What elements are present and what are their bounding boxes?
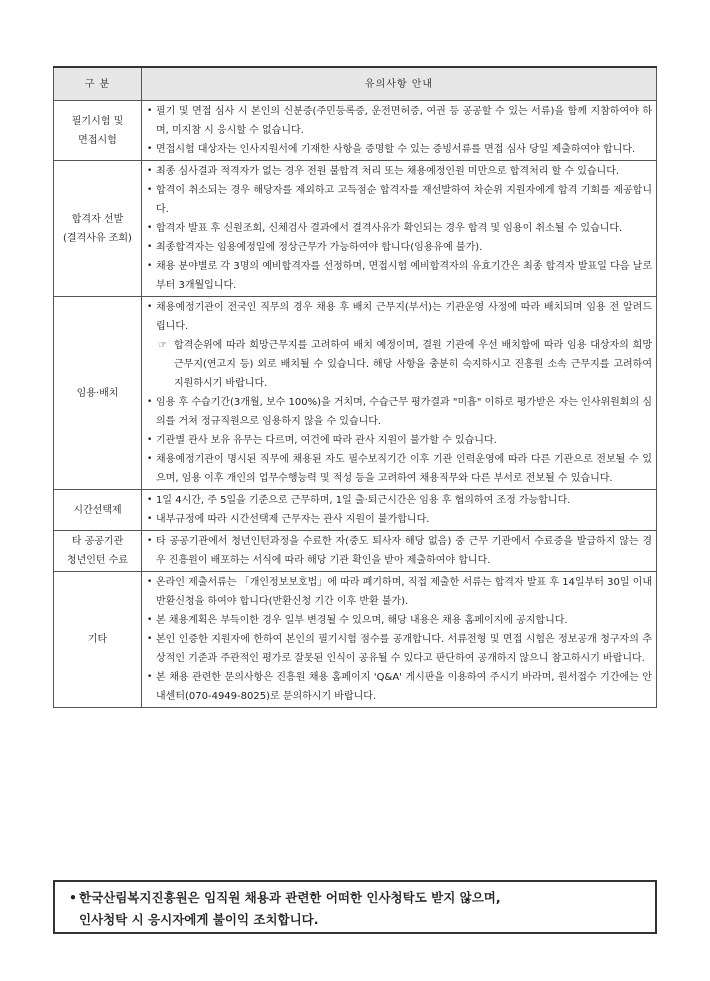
row-content — [142, 297, 657, 490]
row-content — [142, 531, 657, 572]
list-item: • 최종합격자는 임용예정일에 정상근무가 가능하여야 합니다(임용유예 불가). — [146, 238, 652, 257]
list-item: • 본 채용계획은 부득이한 경우 일부 변경될 수 있으며, 해당 내용은 채용 홈페이지에 공지합니다. — [146, 611, 652, 630]
table-row — [54, 572, 657, 708]
list-item: • 채용 분야별로 각 3명의 예비합격자를 선정하며, 면접시험 예비합격자의 유효기간은 최종 합격자 발표일 다음 날로부터 3개월입니다. — [146, 257, 652, 295]
list-item: • 온라인 제출서류는 「개인정보보호법」에 따라 폐기하며, 직접 제출한 서류는 합격자 발표 후 14일부터 30일 이내 반환신청을 하여야 합니다(반환신청 기간 이후 반환 불가). — [146, 573, 652, 611]
row-category: 타 공공기관 청년인턴 수료 — [54, 531, 142, 572]
list-item: • 기관별 관사 보유 유무는 다르며, 여건에 따라 관사 지원이 불가할 수 있습니다. — [146, 431, 652, 450]
row-category: 임용·배치 — [54, 297, 142, 490]
row-content — [142, 101, 657, 161]
pointing-hand-icon: ☞ — [158, 340, 167, 351]
list-item: • 필기 및 면접 심사 시 본인의 신분증(주민등록증, 운전면허증, 여권 등 공공할 수 있는 서류)을 함께 지참하여야 하며, 미지참 시 응시할 수 없습니다. — [146, 102, 652, 140]
list-item: • 타 공공기관에서 청년인턴과정을 수료한 자(중도 퇴사자 해당 없음) 중 근무 기관에서 수료증을 발급하지 않는 경우 진흥원이 배포하는 서식에 따라 해당 기관 확인을 받아 제출하여야 합니다. — [146, 532, 652, 570]
list-item: • 면접시험 대상자는 인사지원서에 기재한 사항을 증명할 수 있는 증빙서류를 면접 심사 당일 제출하여야 합니다. — [146, 140, 652, 159]
notice-line-2: 인사청탁 시 응시자에게 불이익 조치합니다. — [79, 912, 319, 927]
table-row — [54, 490, 657, 531]
list-item: • 내부규정에 따라 시간선택제 근무자는 관사 지원이 불가합니다. — [146, 510, 652, 529]
sub-list-item — [146, 336, 652, 393]
list-item: • 본 채용 관련한 문의사항은 진흥원 채용 홈페이지 'Q&A' 게시판을 이용하여 주시기 바라며, 원서접수 기간에는 안내센터(070-4949-8025)로 문의하시기 바랍니다. — [146, 668, 652, 706]
list-item: • 합격이 취소되는 경우 해당자를 제외하고 고득점순 합격자를 재선발하여 차순위 지원자에게 합격 기회를 제공합니다. — [146, 181, 652, 219]
table-header-row — [54, 67, 657, 101]
list-item: • 본인 인증한 지원자에 한하여 본인의 필기시험 점수를 공개합니다. 서류전형 및 면접 시험은 정보공개 청구자의 추상적인 기준과 주관적인 평가로 잘못된 인식이 공유될 수 있다고 판단하여 공개하지 않으니 참고하시기 바랍니다. — [146, 630, 652, 668]
table-row — [54, 297, 657, 490]
header-notice: 유의사항 안내 — [142, 67, 657, 101]
list-item: • 채용예정기관이 명시된 직무에 채용된 자도 필수보직기간 이후 기관 인력운영에 따라 다른 기관으로 전보될 수 있으며, 임용 이후 개인의 업무수행능력 및 적성 등을 고려하여 채용직무와 다른 부서로 전보될 수 있습니다. — [146, 450, 652, 488]
notice-line-1: • 한국산림복지진흥원은 임직원 채용과 관련한 어떠한 인사청탁도 받지 않으며, — [69, 887, 645, 909]
list-item: • 임용 후 수습기간(3개월, 보수 100%)을 거치며, 수습근무 평가결과 "미흡" 이하로 평가받은 자는 인사위원회의 심의를 거쳐 정규직원으로 임용하지 않을 수 있습니다. — [146, 393, 652, 431]
row-category: 시간선택제 — [54, 490, 142, 531]
anti-solicitation-notice — [53, 880, 657, 934]
row-category: 필기시험 및 면접시험 — [54, 101, 142, 161]
header-category: 구 분 — [54, 67, 142, 101]
list-item: • 합격자 발표 후 신원조회, 신체검사 결과에서 결격사유가 확인되는 경우 합격 및 임용이 취소될 수 있습니다. — [146, 219, 652, 238]
row-content — [142, 490, 657, 531]
table-row — [54, 161, 657, 297]
table-row — [54, 531, 657, 572]
notice-table — [53, 66, 657, 708]
list-item: • 1일 4시간, 주 5일을 기준으로 근무하며, 1일 출·퇴근시간은 임용 후 협의하여 조정 가능합니다. — [146, 491, 652, 510]
row-category: 기타 — [54, 572, 142, 708]
row-category: 합격자 선발 (결격사유 조회) — [54, 161, 142, 297]
row-content — [142, 572, 657, 708]
table-row — [54, 101, 657, 161]
row-content — [142, 161, 657, 297]
list-item: • 채용예정기관이 전국인 직무의 경우 채용 후 배치 근무지(부서)는 기관운영 사정에 따라 배치되며 임용 전 알려드립니다. — [146, 298, 652, 336]
list-item: • 최종 심사결과 적격자가 없는 경우 전원 불합격 처리 또는 채용예정인원 미만으로 합격처리 할 수 있습니다. — [146, 162, 652, 181]
sub-item-text: 합격순위에 따라 희망근무지를 고려하여 배치 예정이며, 결원 기관에 우선 배치함에 따라 임용 대상자의 희망근무지(연고지 등) 외로 배치될 수 있습니다. 해당 사항을 충분히 숙지하시고 진흥원 소속 근무지를 고려하여 지원하시기 바랍니다. — [174, 340, 652, 389]
